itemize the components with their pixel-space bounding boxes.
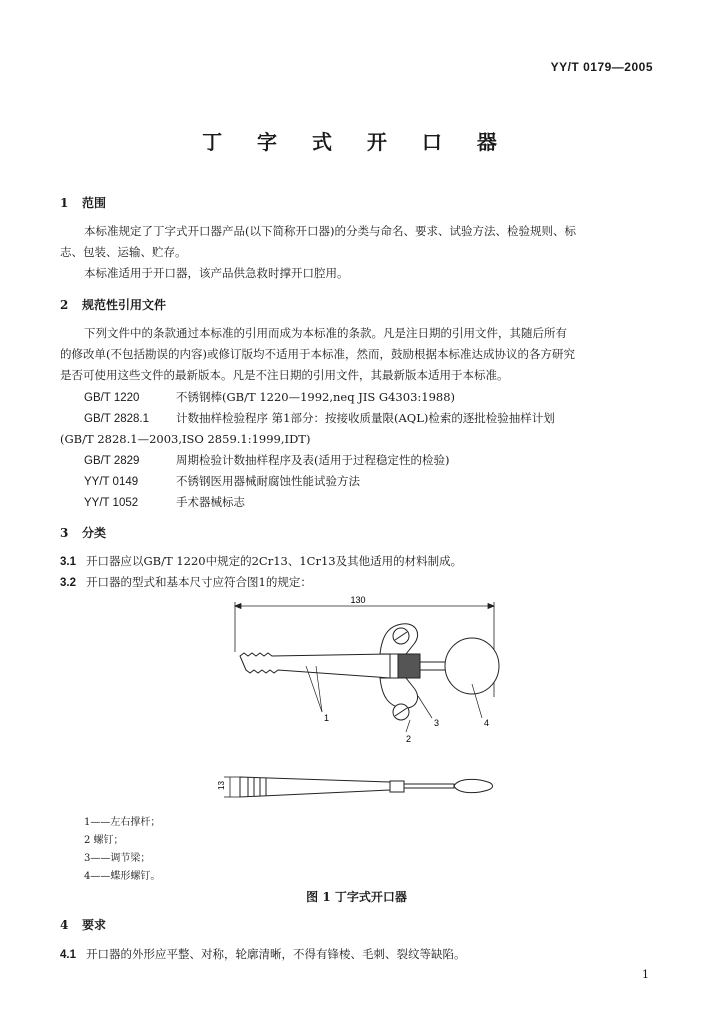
reference-item [84,474,360,489]
callout-1: 1 [324,713,330,723]
section-title: 要求 [82,918,107,932]
clause-4-1 [60,946,466,962]
legend-item: 2 螺钉； [84,835,124,846]
figure-1-drawing [210,592,520,812]
reference-continuation: (GB/T 2828.1—2003,ISO 2859.1:1999,IDT) [60,432,311,446]
paragraph-line: 本标准规定了丁字式开口器产品(以下简称开口器)的分类与命名、要求、试验方法、检验规则、标 [84,224,576,238]
figure-caption: 图 1 丁字式开口器 [306,890,407,904]
clause-text: 开口器的外形应平整、对称，轮廓清晰，不得有锋棱、毛刺、裂纹等缺陷。 [86,947,466,961]
reference-item [84,495,245,510]
reference-code: YY/T 0149 [84,476,139,488]
reference-item [84,453,449,468]
legend-item: 4——蝶形螺钉。 [84,871,161,882]
reference-title: 不锈钢棒(GB/T 1220—1992,neq JIS G4303:1988) [176,390,456,404]
section-number: 2 [60,298,69,312]
opener-top-view [240,624,499,720]
paragraph-line: 志、包装、运输、贮存。 [60,245,187,259]
callout-3: 3 [434,718,440,728]
reference-code: GB/T 2828.1 [84,413,149,425]
paragraph-line: 本标准适用于开口器，该产品供急救时撑开口腔用。 [84,266,349,280]
callout-2: 2 [406,734,412,744]
section-title: 范围 [82,196,107,210]
reference-code: YY/T 1052 [84,497,139,509]
paragraph-line: 下列文件中的条款通过本标准的引用而成为本标准的条款。凡是注日期的引用文件，其随后所有 [84,326,567,340]
section-4-heading [60,916,106,933]
reference-title: 不锈钢医用器械耐腐蚀性能试验方法 [176,474,360,488]
section-number: 3 [60,526,69,540]
callout-4: 4 [484,718,490,728]
section-number: 1 [60,196,69,210]
reference-item [84,390,455,405]
clause-3-1 [60,553,462,569]
legend-item: 1——左右撑杆； [84,817,161,828]
standard-number: YY/T 0179—2005 [550,60,653,74]
paragraph-line: 的修改单(不包括勘误的内容)或修订版均不适用于本标准，然而，鼓励根据本标准达成协议的各方研究 [60,347,575,361]
section-1-heading [60,194,106,211]
clause-number: 3.1 [60,556,76,568]
section-number: 4 [60,918,69,932]
reference-item [84,411,555,426]
clause-number: 4.1 [60,949,76,961]
clause-number: 3.2 [60,577,76,589]
paragraph-line: 是否可使用这些文件的最新版本。凡是不注日期的引用文件，其最新版本适用于本标准。 [60,368,509,382]
section-title: 规范性引用文件 [82,298,167,312]
dimension-height-label: 13 [217,781,226,790]
section-3-heading [60,524,106,541]
section-title: 分类 [82,526,107,540]
clause-text: 开口器的型式和基本尺寸应符合图1的规定： [86,575,312,589]
dimension-length-label: 130 [350,595,366,605]
section-2-heading [60,296,166,313]
opener-side-view [240,777,493,797]
reference-title: 周期检验计数抽样程序及表(适用于过程稳定性的检验) [176,453,450,467]
reference-code: GB/T 2829 [84,455,140,467]
page-title: 丁 字 式 开 口 器 [202,130,511,154]
legend-item: 3——调节梁； [84,853,151,864]
reference-title: 计数抽样检验程序 第1部分：按接收质量限(AQL)检索的逐批检验抽样计划 [176,411,555,425]
reference-code: GB/T 1220 [84,392,140,404]
clause-3-2 [60,574,312,590]
clause-text: 开口器应以GB/T 1220中规定的2Cr13、1Cr13及其他适用的材料制成。 [86,554,463,568]
dimension-13 [224,777,240,797]
reference-title: 手术器械标志 [176,495,245,509]
page-number: 1 [642,968,649,981]
